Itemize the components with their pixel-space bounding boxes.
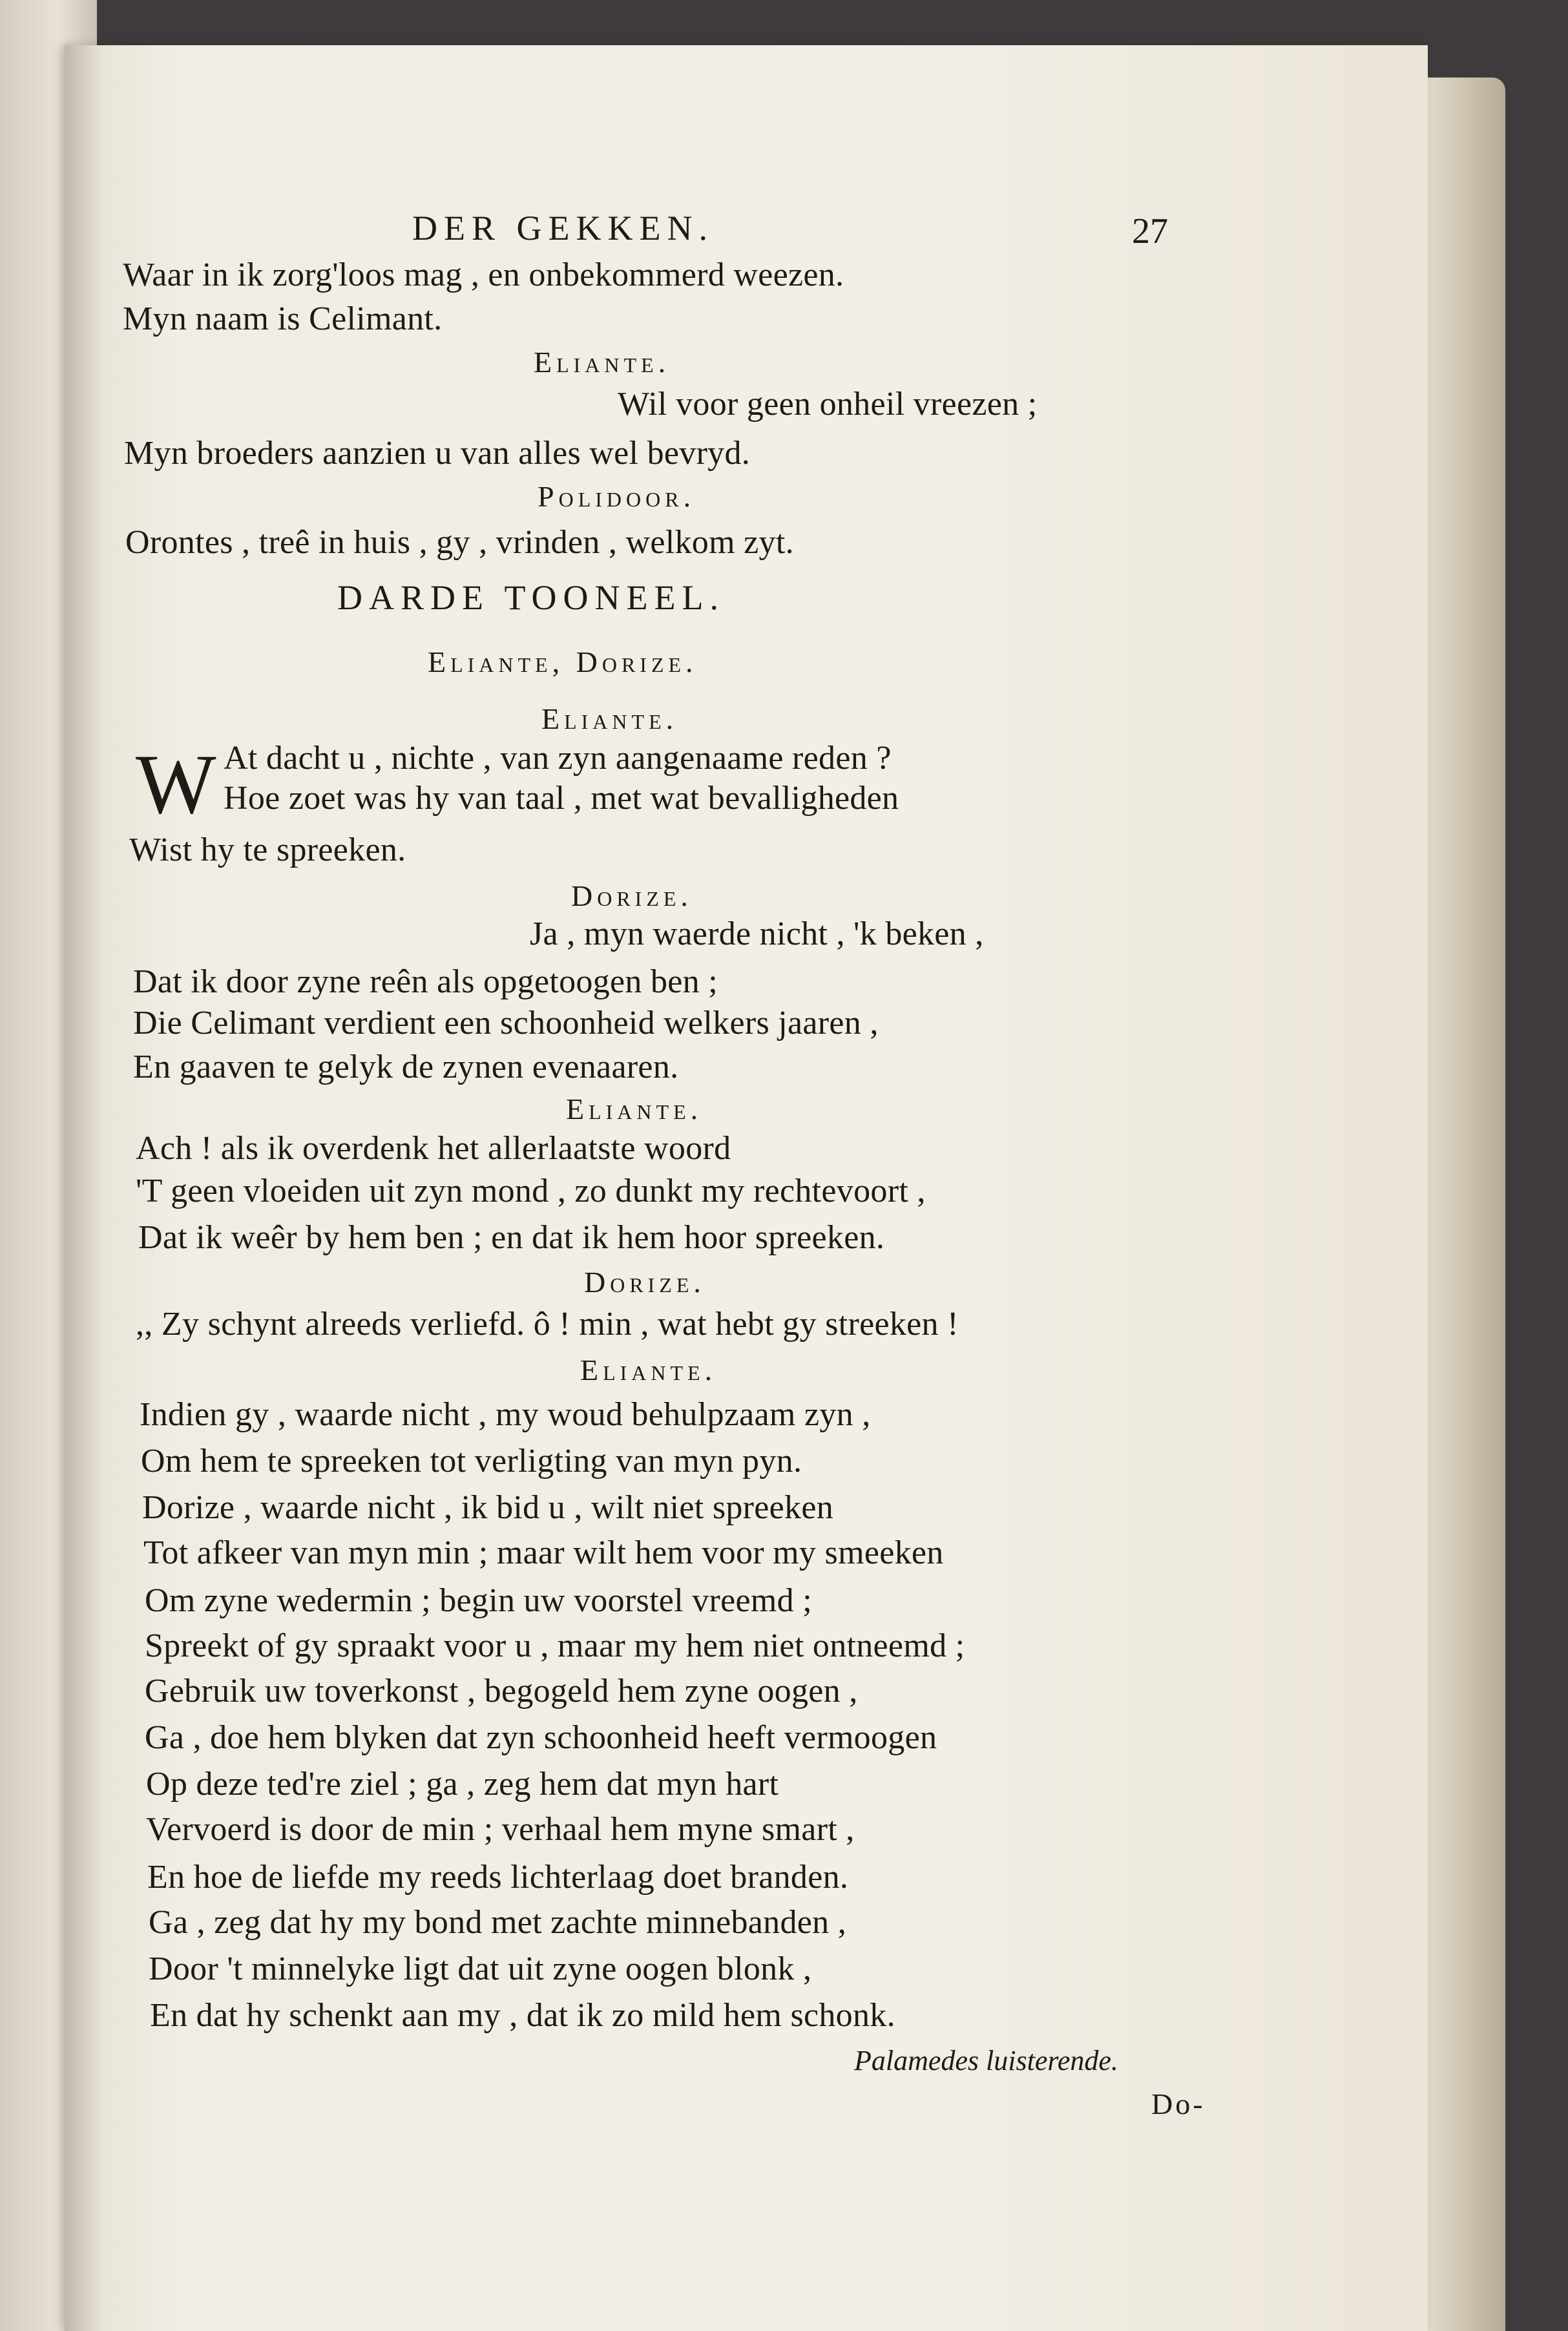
verse-line: Die Celimant verdient een schoonheid welkers jaaren , bbox=[133, 1005, 879, 1041]
speaker-name: Eliante. bbox=[566, 1092, 703, 1125]
scene-cast: Eliante, Dorize. bbox=[428, 645, 698, 678]
verse-line: Myn broeders aanzien u van alles wel bevryd. bbox=[124, 435, 751, 472]
verse-line: En hoe de liefde my reeds lichterlaag doet branden. bbox=[147, 1859, 849, 1896]
drop-cap: W bbox=[136, 737, 216, 831]
verse-line: Myn naam is Celimant. bbox=[123, 300, 443, 337]
speaker-name: Eliante. bbox=[534, 346, 671, 379]
verse-line: Tot afkeer van myn min ; maar wilt hem voor my smeeken bbox=[143, 1534, 944, 1571]
speaker-name: Dorize. bbox=[571, 879, 693, 912]
verse-line: Wist hy te spreeken. bbox=[129, 831, 406, 868]
verse-line: Om zyne wedermin ; begin uw voorstel vreemd ; bbox=[145, 1582, 813, 1619]
verse-line: Op deze ted're ziel ; ga , zeg hem dat myn hart bbox=[146, 1766, 779, 1803]
verse-line: Indien gy , waarde nicht , my woud behulpzaam zyn , bbox=[140, 1396, 871, 1433]
verse-line: En gaaven te gelyk de zynen evenaaren. bbox=[133, 1049, 679, 1085]
speaker-name: Polidoor. bbox=[538, 480, 696, 513]
verse-line: Ga , doe hem blyken dat zyn schoonheid heeft vermoogen bbox=[145, 1719, 937, 1756]
verse-line: At dacht u , nichte , van zyn aangenaame reden ? bbox=[224, 740, 892, 777]
verse-line: Door 't minnelyke ligt dat uit zyne oogen blonk , bbox=[149, 1950, 812, 1987]
verse-line: Hoe zoet was hy van taal , met wat bevalligheden bbox=[224, 780, 899, 817]
verse-line: Ach ! als ik overdenk het allerlaatste woord bbox=[136, 1130, 731, 1167]
verse-line: Orontes , treê in huis , gy , vrinden , welkom zyt. bbox=[125, 524, 794, 561]
running-title: DER GEKKEN. bbox=[412, 209, 714, 247]
verse-line: En dat hy schenkt aan my , dat ik zo mild hem schonk. bbox=[150, 1997, 895, 2034]
verse-line: 'T geen vloeiden uit zyn mond , zo dunkt my rechtevoort , bbox=[136, 1173, 926, 1209]
scene-title: DARDE TOONEEL. bbox=[337, 578, 725, 617]
verse-line: Dat ik door zyne reên als opgetoogen ben ; bbox=[133, 963, 718, 1000]
speaker-name: Eliante. bbox=[580, 1354, 717, 1386]
verse-line: Gebruik uw toverkonst , begogeld hem zyne oogen , bbox=[145, 1673, 858, 1709]
catchword: Do- bbox=[1151, 2087, 1206, 2120]
page-number: 27 bbox=[1132, 211, 1168, 251]
verse-line: Ga , zeg dat hy my bond met zachte minnebanden , bbox=[149, 1904, 847, 1941]
speaker-name: Eliante. bbox=[541, 702, 678, 735]
verse-line: Dat ik weêr by hem ben ; en dat ik hem hoor spreeken. bbox=[138, 1219, 885, 1256]
verse-line: Spreekt of gy spraakt voor u , maar my hem niet ontneemd ; bbox=[145, 1627, 965, 1664]
verse-line: Om hem te spreeken tot verligting van myn pyn. bbox=[141, 1443, 802, 1479]
gutter-shadow bbox=[65, 45, 103, 2331]
verse-line: Dorize , waarde nicht , ik bid u , wilt niet spreeken bbox=[142, 1489, 834, 1526]
verse-line: Vervoerd is door de min ; verhaal hem myne smart , bbox=[146, 1811, 855, 1848]
verse-line: Ja , myn waerde nicht , 'k beken , bbox=[530, 915, 984, 952]
speaker-name: Dorize. bbox=[584, 1266, 706, 1299]
stage-direction: Palamedes luisterende. bbox=[854, 2045, 1118, 2076]
verse-line: ,, Zy schynt alreeds verliefd. ô ! min , wat hebt gy streeken ! bbox=[136, 1306, 959, 1343]
verse-line: Waar in ik zorg'loos mag , en onbekommerd weezen. bbox=[123, 256, 844, 293]
verse-line: Wil voor geen onheil vreezen ; bbox=[618, 386, 1038, 423]
